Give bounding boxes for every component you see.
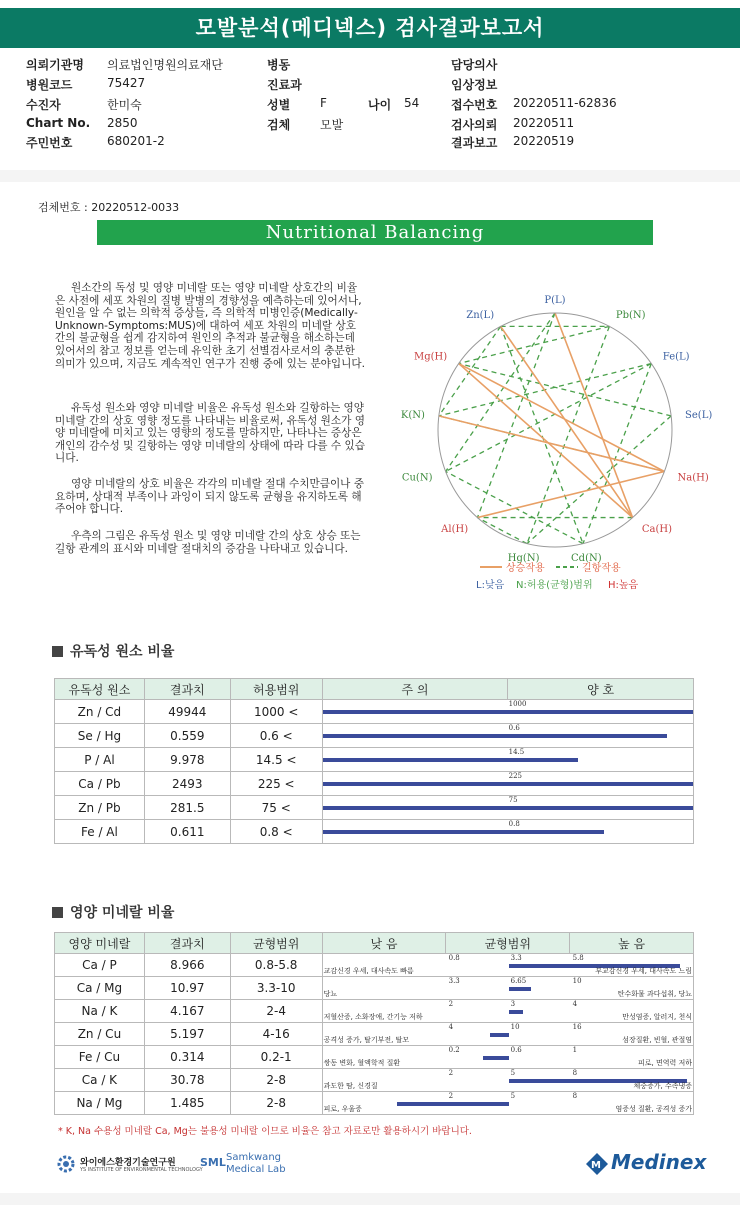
antagonism-line-10 xyxy=(459,364,671,416)
nutr-result: 10.97 xyxy=(144,977,230,1000)
doctor-label: 담당의사 xyxy=(451,58,498,72)
nutr-range-tick: 4 xyxy=(448,1023,454,1031)
nutr-range: 2-8 xyxy=(230,1092,322,1115)
nutr-high-description: 부교감신경 우세, 대사속도 느림 xyxy=(595,967,692,975)
nutrient-row xyxy=(55,1092,694,1115)
hospital-code-label: 병원코드 xyxy=(26,78,73,92)
toxic-range: 75 < xyxy=(230,796,322,820)
nutr-result: 8.966 xyxy=(144,954,230,977)
nutr-bar-cell xyxy=(322,1092,693,1115)
wheel-node-label: Fe(L) xyxy=(662,351,690,363)
nutr-header-balance: 균형범위 xyxy=(446,933,570,954)
toxic-result: 0.559 xyxy=(144,724,230,748)
nutr-bar-cell xyxy=(322,1000,693,1023)
report-title: 모발분석(메디넥스) 검사결과보고서 xyxy=(0,8,740,48)
age-label: 나이 xyxy=(368,98,392,112)
wheel-node-label: Pb(N) xyxy=(615,310,646,322)
nutr-range-tick: 16 xyxy=(572,1023,582,1031)
toxic-row xyxy=(55,748,694,772)
toxic-header-result: 결과치 xyxy=(144,679,230,700)
toxic-result: 49944 xyxy=(144,700,230,724)
patient-label: 수진자 xyxy=(26,98,61,112)
institution-value: 의료법인명원의료재단 xyxy=(107,58,223,72)
nutr-mineral: Ca / P xyxy=(55,954,145,977)
nutr-range: 0.8-5.8 xyxy=(230,954,322,977)
nutr-low-description: 피로, 우울증 xyxy=(323,1105,362,1113)
toxic-row xyxy=(55,700,694,724)
nutrient-row xyxy=(55,954,694,977)
nutr-range-tick: 4 xyxy=(572,1000,578,1008)
nutr-level-bar xyxy=(397,1102,509,1106)
toxic-threshold-tick: 225 xyxy=(508,772,523,780)
nutr-mineral: Na / Mg xyxy=(55,1092,145,1115)
legend-antagonism-label: 길항작용 xyxy=(582,563,621,574)
nutr-mineral: Ca / Mg xyxy=(55,977,145,1000)
synergy-line-4 xyxy=(501,326,633,517)
request-label: 검사의뢰 xyxy=(451,118,498,132)
specimen-value: 모발 xyxy=(320,118,344,132)
toxic-element: Ca / Pb xyxy=(55,772,145,796)
toxic-result: 0.611 xyxy=(144,820,230,844)
antagonism-line-5 xyxy=(459,326,610,363)
toxic-range: 0.6 < xyxy=(230,724,322,748)
toxic-range: 1000 < xyxy=(230,700,322,724)
synergy-line-2 xyxy=(439,416,665,472)
chart-label: Chart No. xyxy=(26,116,91,130)
nutr-range-tick: 2 xyxy=(448,1069,454,1077)
nutr-range-tick: 2 xyxy=(448,1092,454,1100)
nutr-result: 30.78 xyxy=(144,1069,230,1092)
nutrient-row xyxy=(55,1023,694,1046)
wheel-node-label: Ca(H) xyxy=(641,524,673,536)
sml-line2: Medical Lab xyxy=(226,1164,286,1175)
footnote: * K, Na 수용성 미네랄 Ca, Mg는 불용성 미네랄 이므로 비율은 참고 자료로만 활용하시기 바랍니다. xyxy=(58,1126,472,1137)
nutr-range-tick: 5 xyxy=(510,1092,516,1100)
toxic-row xyxy=(55,796,694,820)
nutr-high-description: 피로, 면역력 저하 xyxy=(637,1059,692,1067)
nutrient-row xyxy=(55,1000,694,1023)
nutr-level-bar xyxy=(483,1056,509,1060)
nutr-header-high: 높 음 xyxy=(570,933,694,954)
nutr-result: 5.197 xyxy=(144,1023,230,1046)
nutrient-ratio-table xyxy=(54,932,694,1115)
nutr-bar-cell xyxy=(322,1046,693,1069)
nutr-low-description: 쌍동 변화, 혈액학적 질환 xyxy=(323,1059,401,1067)
wheel-node-label: Se(L) xyxy=(685,410,713,422)
nutr-low-description: 과도한 땀, 신경질 xyxy=(323,1082,378,1090)
toxic-range: 14.5 < xyxy=(230,748,322,772)
nutr-range-tick: 3.3 xyxy=(448,977,460,985)
wheel-node-label: P(L) xyxy=(544,295,566,306)
toxic-header-good: 양 호 xyxy=(508,679,694,700)
toxic-section-title: 유독성 원소 비율 xyxy=(70,644,175,660)
nutr-mineral: Na / K xyxy=(55,1000,145,1023)
toxic-threshold-tick: 1000 xyxy=(508,700,527,708)
toxic-level-bar xyxy=(323,710,693,714)
toxic-element: Zn / Pb xyxy=(55,796,145,820)
nutr-result: 1.485 xyxy=(144,1092,230,1115)
nutr-low-description: 저혈산증, 소화장애, 간기능 저하 xyxy=(323,1013,423,1021)
toxic-threshold-tick: 0.8 xyxy=(508,820,520,828)
toxic-element: Se / Hg xyxy=(55,724,145,748)
nutr-level-bar xyxy=(509,987,531,991)
antagonism-line-0 xyxy=(446,313,555,471)
toxic-level-bar xyxy=(323,758,579,762)
sex-value: F xyxy=(320,96,327,110)
toxic-range: 0.8 < xyxy=(230,820,322,844)
toxic-bar-cell xyxy=(322,748,693,772)
legend-low: L:낮음 xyxy=(476,580,505,591)
synergy-line-5 xyxy=(477,471,664,517)
nutr-mineral: Ca / K xyxy=(55,1069,145,1092)
synergy-line-3 xyxy=(555,313,633,518)
resident-value: 680201-2 xyxy=(107,134,165,148)
nutr-range-tick: 3 xyxy=(510,1000,516,1008)
toxic-header-caution: 주 의 xyxy=(322,679,508,700)
receipt-label: 접수번호 xyxy=(451,98,498,112)
nutr-header-mineral: 영양 미네랄 xyxy=(55,933,145,954)
toxic-result: 281.5 xyxy=(144,796,230,820)
wheel-node-label: Na(H) xyxy=(677,472,709,484)
toxic-header-element: 유독성 원소 xyxy=(55,679,145,700)
toxic-level-bar xyxy=(323,734,667,738)
wheel-node-label: Al(H) xyxy=(441,524,469,536)
toxic-bar-cell xyxy=(322,724,693,748)
nutr-low-description: 교감신경 우세, 대사속도 빠름 xyxy=(323,967,414,975)
nutr-range-tick: 8 xyxy=(572,1092,578,1100)
svg-text:M: M xyxy=(591,1160,601,1171)
nutr-mineral: Zn / Cu xyxy=(55,1023,145,1046)
nutrient-row xyxy=(55,977,694,1000)
toxic-threshold-tick: 0.6 xyxy=(508,724,520,732)
nutr-bar-cell xyxy=(322,1069,693,1092)
intro-paragraph-1: 원소간의 독성 및 영양 미네랄 또는 영양 미네랄 상호간의 비율은 사전에 세포 차원의 질병 발병의 경향성을 예측하는데 있어서나, 원인을 알 수 없는 의학적 증상들, 즉 의학적 미병인증(Medically-Unknown-Symptoms:MUS)에 대하여 세포 차원의 미네랄 상호간의 불균형을 쉽게 감지하여 원인의 추적과 불균형을 해소하는데 있어서의 참고 정보를 얻는데 유익한 초기 선별검사로서의 충분한 의미가 있으며, 지금도 계속적인 연구가 진행 중에 있는 분야입니다. xyxy=(55,282,365,370)
antagonism-line-3 xyxy=(501,326,583,543)
ys-logo-subtext: YS INSTITUTE OF ENVIRONMENTAL TECHNOLOGY xyxy=(80,1167,203,1173)
nutr-range-tick: 5 xyxy=(510,1069,516,1077)
sml-line1: Samkwang xyxy=(226,1152,281,1163)
nutr-range: 3.3-10 xyxy=(230,977,322,1000)
nutr-high-description: 섬장질환, 빈혈, 관절염 xyxy=(622,1036,692,1044)
nutrient-row xyxy=(55,1069,694,1092)
nutr-range-tick: 0.2 xyxy=(448,1046,460,1054)
toxic-section-heading xyxy=(52,641,174,661)
nutr-level-bar xyxy=(509,1010,524,1014)
nutr-header-result: 결과치 xyxy=(144,933,230,954)
nutr-range: 4-16 xyxy=(230,1023,322,1046)
toxic-bar-cell xyxy=(322,700,693,724)
toxic-level-bar xyxy=(323,782,693,786)
patient-value: 한미숙 xyxy=(107,98,142,112)
wheel-circle xyxy=(438,313,672,547)
toxic-result: 9.978 xyxy=(144,748,230,772)
nutr-bar-cell xyxy=(322,954,693,977)
toxic-element: Zn / Cd xyxy=(55,700,145,724)
toxic-bar-cell xyxy=(322,820,693,844)
toxic-row xyxy=(55,724,694,748)
page-bottom-separator xyxy=(0,1193,740,1205)
nutr-range-tick: 0.6 xyxy=(510,1046,522,1054)
request-value: 20220511 xyxy=(513,116,575,130)
antagonism-line-14 xyxy=(477,518,527,544)
nutr-high-description: 염증성 질환, 공격성 증가 xyxy=(615,1105,692,1113)
dept-label: 진료과 xyxy=(267,78,302,92)
ward-label: 병동 xyxy=(267,58,291,72)
nutr-level-bar xyxy=(490,1033,509,1037)
nutr-bar-cell xyxy=(322,977,693,1000)
nutr-range-tick: 10 xyxy=(572,977,582,985)
toxic-element: P / Al xyxy=(55,748,145,772)
nutr-bar-cell xyxy=(322,1023,693,1046)
report-label: 결과보고 xyxy=(451,136,498,150)
ys-logo-text: 와이에스환경기술연구원 xyxy=(80,1158,176,1168)
toxic-row xyxy=(55,820,694,844)
age-value: 54 xyxy=(404,96,420,110)
nutrient-row xyxy=(55,1046,694,1069)
hospital-code-value: 75427 xyxy=(107,76,146,90)
nutr-range-tick: 10 xyxy=(510,1023,520,1031)
legend-synergy-label: 상승작용 xyxy=(506,563,545,574)
wheel-node-label: Cd(N) xyxy=(571,553,602,565)
toxic-bar-cell xyxy=(322,796,693,820)
intro-paragraph-3: 영양 미네랄의 상호 비율은 각각의 미네랄 절대 수치만큼이나 중요하며, 상대적 부족이나 과잉이 되지 않도록 균형을 유지하도록 해주어야 합니다. xyxy=(55,478,365,516)
ys-gear-icon xyxy=(56,1154,76,1174)
patient-info xyxy=(0,0,740,160)
toxic-header-range: 허용범위 xyxy=(230,679,322,700)
toxic-row xyxy=(55,772,694,796)
toxic-level-bar xyxy=(323,830,604,834)
institution-label: 의뢰기관명 xyxy=(26,58,84,72)
wheel-node-label: Hg(N) xyxy=(507,553,540,565)
nutrient-section-title: 영양 미네랄 비율 xyxy=(70,905,175,921)
legend-high: H:높음 xyxy=(608,580,639,591)
toxic-threshold-tick: 75 xyxy=(508,796,518,804)
nutr-mineral: Fe / Cu xyxy=(55,1046,145,1069)
wheel-node-label: Zn(L) xyxy=(466,310,495,322)
wheel-node-label: Cu(N) xyxy=(401,472,433,484)
receipt-value: 20220511-62836 xyxy=(513,96,617,110)
chart-value: 2850 xyxy=(107,116,138,130)
medinex-logo-text: Medinex xyxy=(611,1150,707,1174)
clinical-label: 임상정보 xyxy=(451,78,498,92)
nutr-range-tick: 1 xyxy=(572,1046,578,1054)
nutr-range-tick: 3.3 xyxy=(510,954,522,962)
nutr-range-tick: 8 xyxy=(572,1069,578,1077)
mineral-wheel-diagram xyxy=(390,275,730,605)
nutr-range-tick: 5.8 xyxy=(572,954,584,962)
toxic-level-bar xyxy=(323,806,693,810)
toxic-result: 2493 xyxy=(144,772,230,796)
nutr-range-tick: 0.8 xyxy=(448,954,460,962)
sml-abbr: SML xyxy=(200,1156,226,1169)
nutr-header-range: 균형범위 xyxy=(230,933,322,954)
nutr-result: 0.314 xyxy=(144,1046,230,1069)
nutr-high-description: 만성염증, 알러지, 천식 xyxy=(622,1013,692,1021)
nutr-result: 4.167 xyxy=(144,1000,230,1023)
nutr-range: 2-4 xyxy=(230,1000,322,1023)
nutr-range-tick: 2 xyxy=(448,1000,454,1008)
toxic-element: Fe / Al xyxy=(55,820,145,844)
intro-paragraph-4: 우측의 그림은 유독성 원소 및 영양 미네랄 간의 상호 상승 또는 길항 관계의 표시와 미네랄 절대치의 증감을 나타내고 있습니다. xyxy=(55,530,361,555)
wheel-node-label: K(N) xyxy=(400,410,425,422)
toxic-bar-cell xyxy=(322,772,693,796)
nutr-high-description: 탄수화물 과다섭취, 당뇨 xyxy=(617,990,692,998)
intro-paragraph-2: 유독성 원소와 영양 미네랄 비율은 유독성 원소와 길항하는 영양 미네랄 간의 상호 영향 정도를 나타내는 비율로써, 유독성 원소가 영양 미네랄에 미치고 있는 영향의 정도를 말하지만, 나타나는 증상은 개인의 감수성 및 길항하는 영양 미네랄의 상태에 따라 다를 수 있습니다. xyxy=(55,402,365,465)
report-value: 20220519 xyxy=(513,134,575,148)
bullet-square-icon xyxy=(52,907,63,918)
nutrient-section-heading xyxy=(52,902,174,922)
page-separator xyxy=(0,170,740,182)
toxic-threshold-tick: 14.5 xyxy=(508,748,525,756)
bullet-square-icon xyxy=(52,646,63,657)
specimen-label: 검체 xyxy=(267,118,291,132)
nutr-low-description: 당뇨 xyxy=(323,990,338,998)
nutr-range: 0.2-1 xyxy=(230,1046,322,1069)
toxic-range: 225 < xyxy=(230,772,322,796)
medinex-emblem-icon xyxy=(585,1152,609,1176)
nutritional-balancing-title: Nutritional Balancing xyxy=(97,220,653,245)
wheel-node-label: Mg(H) xyxy=(414,351,448,363)
resident-label: 주민번호 xyxy=(26,136,73,150)
nutr-low-description: 공격성 증가, 탈기부전, 탈모 xyxy=(323,1036,410,1044)
exam-number: 검체번호 : 20220512-0033 xyxy=(38,201,180,214)
nutr-range: 2-8 xyxy=(230,1069,322,1092)
nutr-high-description: 체중증가, 수족냉증 xyxy=(633,1082,692,1090)
toxic-ratio-table xyxy=(54,678,694,844)
nutr-range-tick: 6.65 xyxy=(510,977,527,985)
nutr-header-low: 낮 음 xyxy=(322,933,446,954)
sex-label: 성별 xyxy=(267,98,291,112)
legend-normal: N:허용(균형)범위 xyxy=(516,580,593,591)
